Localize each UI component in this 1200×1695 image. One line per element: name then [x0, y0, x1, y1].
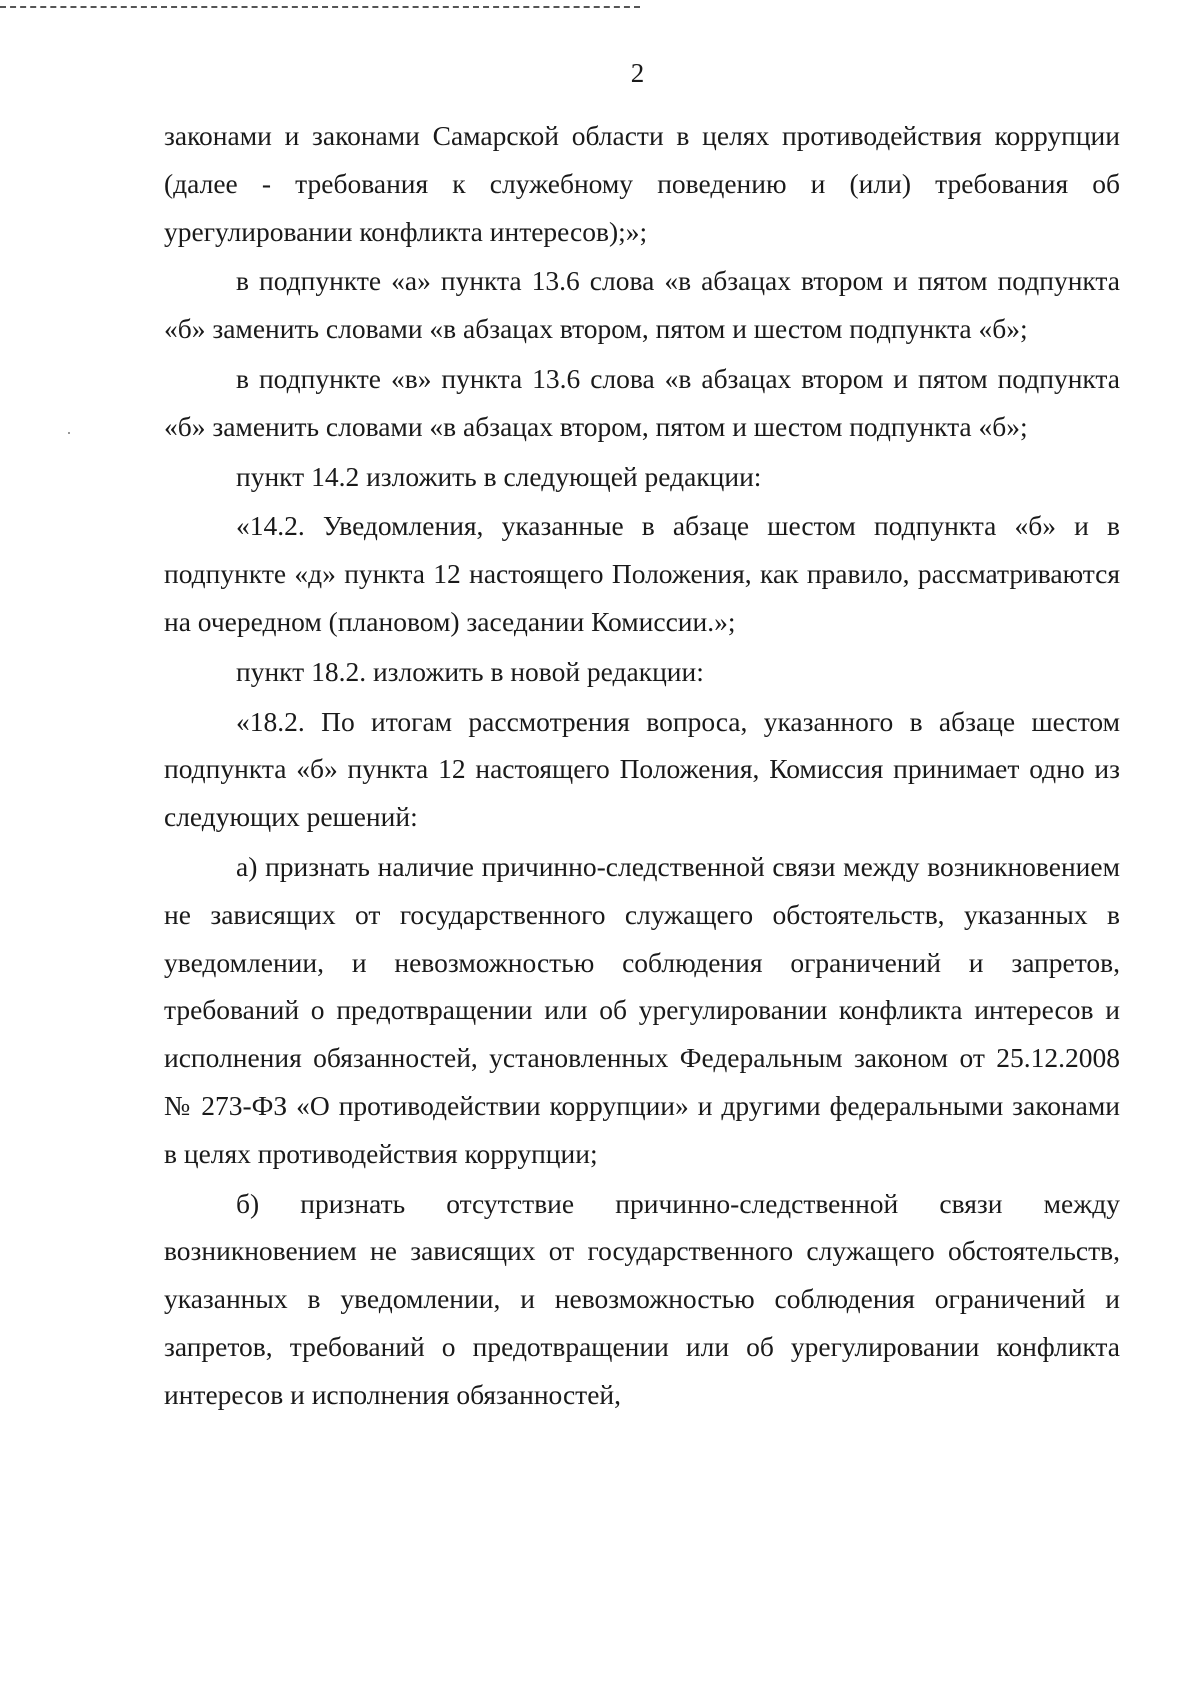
paragraph-decision-a: а) признать наличие причинно-следственной связи между возникновением не зависящих от государственного служащего обстоятельств, указанных в уведомлении, и невозможностью соблюдения ограничений и запретов, требований о предотвращении или об урегулировании конфликта интересов и исполнения обязанностей, установленных Федеральным законом от 25.12.2008 № 273-ФЗ «О противодействии коррупции» и другими федеральными законами в целях противодействия коррупции; — [164, 850, 1120, 1169]
paragraph-decision-b: б) признать отсутствие причинно-следственной связи между возникновением не зависящих от государственного служащего обстоятельств, указанных в уведомлении, и невозможностью соблюдения ограничений и запретов, требований о предотвращении или об урегулировании конфликта интересов и исполнения обязанностей, — [164, 1187, 1120, 1410]
paragraph-14-2-text: «14.2. Уведомления, указанные в абзаце шестом подпункта «б» и в подпункте «д» пункта 12 настоящего Положения, как правило, рассматриваются на очередном (плановом) заседании Комиссии.»; — [164, 510, 1120, 637]
document-body — [164, 112, 1120, 1419]
paragraph-amendment-13-6-v: в подпункте «в» пункта 13.6 слова «в абзацах втором и пятом подпункта «б» заменить словами «в абзацах втором, пятом и шестом подпункта «б»; — [164, 362, 1120, 442]
page-number: 2 — [630, 58, 645, 88]
paragraph-continuation: законами и законами Самарской области в целях противодействия коррупции (далее - требования к служебному поведению и (или) требования об урегулировании конфликта интересов);»; — [164, 120, 1120, 247]
top-dashed-line — [0, 6, 640, 8]
paragraph-18-2-intro: пункт 18.2. изложить в новой редакции: — [236, 655, 704, 687]
paragraph-14-2-intro: пункт 14.2 изложить в следующей редакции: — [236, 460, 762, 492]
paragraph-18-2-text: «18.2. По итогам рассмотрения вопроса, указанного в абзаце шестом подпункта «б» пункта 12 настоящего Положения, Комиссия принимает одно из следующих решений: — [164, 705, 1120, 833]
margin-mark — [68, 432, 70, 434]
paragraph-amendment-13-6-a: в подпункте «а» пункта 13.6 слова «в абзацах втором и пятом подпункта «б» заменить словами «в абзацах втором, пятом и шестом подпункта «б»; — [164, 265, 1120, 345]
